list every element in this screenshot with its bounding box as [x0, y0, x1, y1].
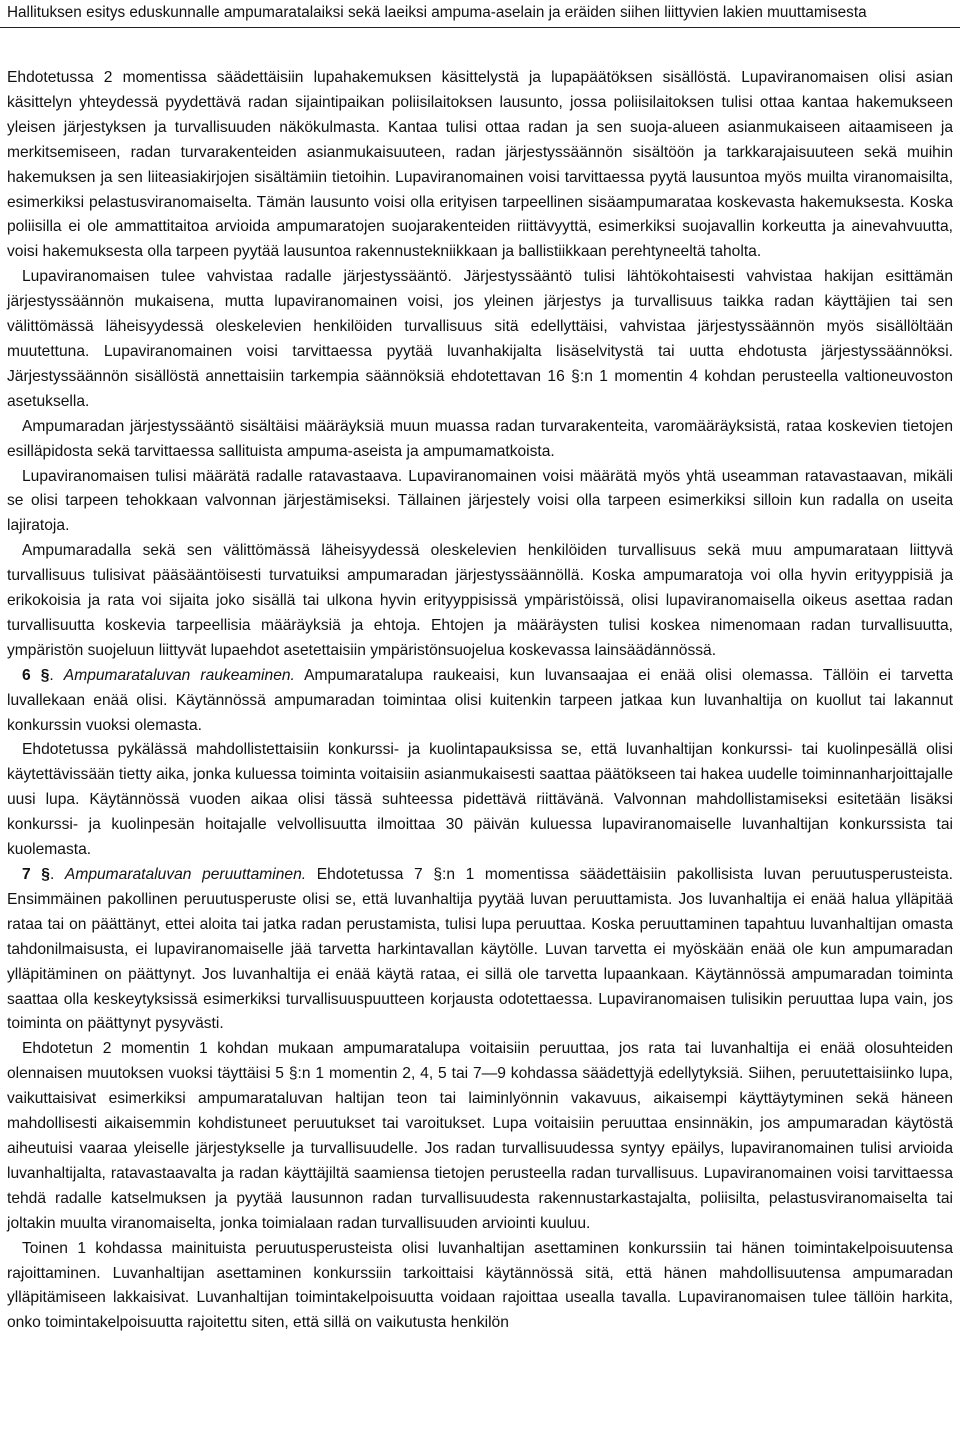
document-body: [7, 66, 953, 1336]
paragraph: Toinen 1 kohdassa mainituista peruutusperusteista olisi luvanhaltijan asettaminen konkurssiin tai hänen toimintakelpoisuutensa rajoittaminen. Luvanhaltijan asettaminen konkurssiin tarkoittaisi käytännössä sitä, että hänen mahdollisuutensa ampumaradan ylläpitämiseen lakkaisivat. Luvanhaltijan toimintakelpoisuutta voidaan rajoittaa usealla tavalla. Lupaviranomaisen tulee tällöin harkita, onko toimintakelpoisuutta rajoitettu siten, että sillä on vaikutusta henkilön: [7, 1239, 953, 1332]
paragraph: Ampumaradan järjestyssääntö sisältäisi määräyksiä muun muassa radan turvarakenteita, varomääräyksistä, rataa koskevien tietojen esilläpidosta sekä tarvittaessa sallituista ampuma-aseista ja ampumamatkoista.: [7, 417, 953, 460]
section-number: 6 §: [22, 666, 50, 684]
paragraph: Lupaviranomaisen tulisi määrätä radalle ratavastaava. Lupaviranomainen voisi määrätä myös yhtä useamman ratavastaavan, mikäli se olisi tarpeen tehokkaan valvonnan järjestämiseksi. Tällainen järjestely voisi olla tarpeen esimerkiksi silloin kun radalla on useita lajiratoja.: [7, 467, 953, 535]
section-title: Ampumarataluvan raukeaminen.: [63, 666, 295, 684]
paragraph: Ehdotetussa 2 momentissa säädettäisiin lupahakemuksen käsittelystä ja lupapäätöksen sisällöstä. Lupaviranomaisen olisi asian käsittelyn yhteydessä pyydettävä radan sijaintipaikan poliisilaitoksen lausunto, jossa poliisilaitoksen tulisi ottaa kantaa hakemukseen yleisen järjestyksen ja turvallisuuden näkökulmasta. Kantaa tulisi ottaa radan ja sen suoja-alueen asianmukaiseen aitaamiseen ja merkitsemiseen, radan turvarakenteiden asianmukaisuuteen, radan järjestyssäännön sisältöön ja tarkkarajaisuuteen sekä muihin hakemuksen ja sen liiteasiakirjojen sisältämiin tietoihin. Lupaviranomainen voisi tarvittaessa pyytä lausuntoa myös muilta viranomaisilta, esimerkiksi pelastusviranomaiselta. Tämän lausunto voisi olla erityisen tarpeellinen sisäampumarataa koskevasta hakemuksesta. Koska poliisilla ei ole ammattitaitoa arvioida ampumaratojen suojarakenteiden riittävyyttä, esimerkiksi suojavallin korkeutta ja ainevahvuutta, voisi hakemuksesta olla tarpeen pyytää lausuntoa rakennustekniikkaan ja ballistiikkaan perehtyneeltä taholta.: [7, 69, 953, 261]
page-header: [0, 0, 960, 28]
section-number: 7 §: [22, 866, 50, 883]
paragraph: Ehdotetussa pykälässä mahdollistettaisiin konkurssi- ja kuolintapauksissa se, että luvanhaltijan konkurssi- tai kuolinpesällä olisi käytettävissään tietty aika, jonka kuluessa toiminta voitaisiin asianmukaisesti saattaa päätökseen tai hakea uudelle toiminnanharjoittajalle uusi lupa. Käytännössä vuoden aikaa olisi tässä suhteessa pidettävä riittävänä. Valvonnan mahdollistamiseksi esitetään lisäksi konkurssi- ja kuolinpesän hoitajalle velvollisuutta ilmoittaa 30 päivän kuluessa lupaviranomaiselle luvanhaltijan konkurssista tai kuolemasta.: [7, 741, 953, 859]
document-title: Hallituksen esitys eduskunnalle ampumaratalaiksi sekä laeiksi ampuma-aselain ja eräiden siihen liittyvien lakien muuttamisesta: [7, 4, 867, 21]
paragraph: Ampumaradalla sekä sen välittömässä läheisyydessä oleskelevien henkilöiden turvallisuus sekä muu ampumarataan liittyvä turvallisuus tulisivat pääsääntöisesti turvatuiksi ampumaradan järjestyssäännöllä. Koska ampumaratoja voi olla hyvin erityyppisiä ja erikokoisia ja rata voi sijaita joko sisällä tai ulkona hyvin erityyppisissä ympäristöissä, olisi lupaviranomaisella oikeus asettaa radan turvallisuutta koskevia tarpeellisia määräyksiä ja ehtoja. Ehtojen ja määräysten tulisi koskea nimenomaan radan turvallisuutta, ympäristön suojeluun liittyvät lupaehdot asetettaisiin ympäristönsuojelua koskevassa lainsäädännössä.: [7, 542, 953, 659]
paragraph: Ehdotetun 2 momentin 1 kohdan mukaan ampumaratalupa voitaisiin peruuttaa, jos rata tai luvanhaltija ei enää olosuhteiden olennaisen muutoksen vuoksi täyttäisi 5 §:n 1 momentin 2, 4, 5 tai 7—9 kohdassa säädettyjä edellytyksiä. Siihen, peruutettaisiinko lupa, vaikuttaisivat esimerkiksi ampumarataluvan haltijan teon tai laiminlyönnin vakavuus, aikaisempi käyttäytyminen sekä häneen mahdollisesti aikaisemmin kohdistuneet peruutukset tai varoitukset. Lupa voitaisiin peruuttaa ensinnäkin, jos ampumaradan käytöstä aiheutuisi vaaraa yleiselle järjestykselle ja turvallisuudelle. Jos radan turvallisuudessa syntyy epäilys, lupaviranomainen tulisi arvioida luvanhaltijalta, ratavastaavalta ja radan käyttäjiltä saamiensa tietojen perusteella radan turvallisuus. Lupaviranomainen voisi tarvittaessa tehdä radalle katselmuksen ja pyytää lausunnon radan turvallisuudesta rakennustarkastajalta, poliisilta, pelastusviranomaiselta tai joltakin muulta viranomaiselta, jonka toimialaan radan turvallisuuden arviointi kuuluu.: [7, 1040, 953, 1232]
paragraph: Lupaviranomaisen tulee vahvistaa radalle järjestyssääntö. Järjestyssääntö tulisi lähtökohtaisesti vahvistaa hakijan esittämän järjestyssäännön mukaisena, mutta lupaviranomainen voisi, jos yleinen järjestys ja turvallisuus taikka radan käyttäjien tai sen välittömässä läheisyydessä oleskelevien henkilöiden turvallisuus sitä edellyttäisi, vahvistaa järjestyssäännön myös sisällöltään muutettuna. Lupaviranomainen voisi tarvittaessa pyytää luvanhakijalta lisäselvitystä tai uutta ehdotusta järjestyssäännöksi. Järjestyssäännön sisällöstä annettaisiin tarkempia säännöksiä ehdotettavan 16 §:n 1 momentin 4 kohdan perusteella valtioneuvoston asetuksella.: [7, 268, 953, 410]
section-6-paragraph: 6 §. Ampumarataluvan raukeaminen. Ampumaratalupa raukeaisi, kun luvansaajaa ei enää olisi olemassa. Tällöin ei tarvetta luvallekaan enää olisi. Käytännössä ampumaradan toimintaa olisi kuitenkin tarpeen jatkaa kun luvanhaltija on kuollut tai lakannut konkurssin vuoksi olemasta.: [7, 666, 953, 734]
section-title: Ampumarataluvan peruuttaminen.: [64, 866, 307, 883]
section-7-paragraph: 7 §. Ampumarataluvan peruuttaminen. Ehdotetussa 7 §:n 1 momentissa säädettäisiin pakollisista luvan peruutusperusteista. Ensimmäinen pakollinen peruutusperuste olisi se, että luvanhaltija pyytää luvan peruuttamista. Jos luvanhaltija ei enää halua ylläpitää rataa tai on päättänyt, ettei aloita tai jatka radan perustamista, tulisi lupa peruuttaa. Koska peruuttaminen tapahtuu luvanhaltijan omasta tahdonilmaisusta, ei lupaviranomaiselle jää tarvetta harkintavallan käytölle. Luvan tarvetta ei myöskään enää ole kun ampumaradan ylläpitäminen on päättynyt. Jos luvanhaltija ei enää käytä rataa, ei sillä ole tarvetta lupaankaan. Käytännössä ampumaradan toiminta saattaa olla keskeytyksissä esimerkiksi turvallisuuspuutteen korjausta odotettaessa. Lupaviranomaisen tulisikin peruuttaa lupa vain, jos toiminta on päättynyt pysyvästi.: [7, 866, 953, 1033]
